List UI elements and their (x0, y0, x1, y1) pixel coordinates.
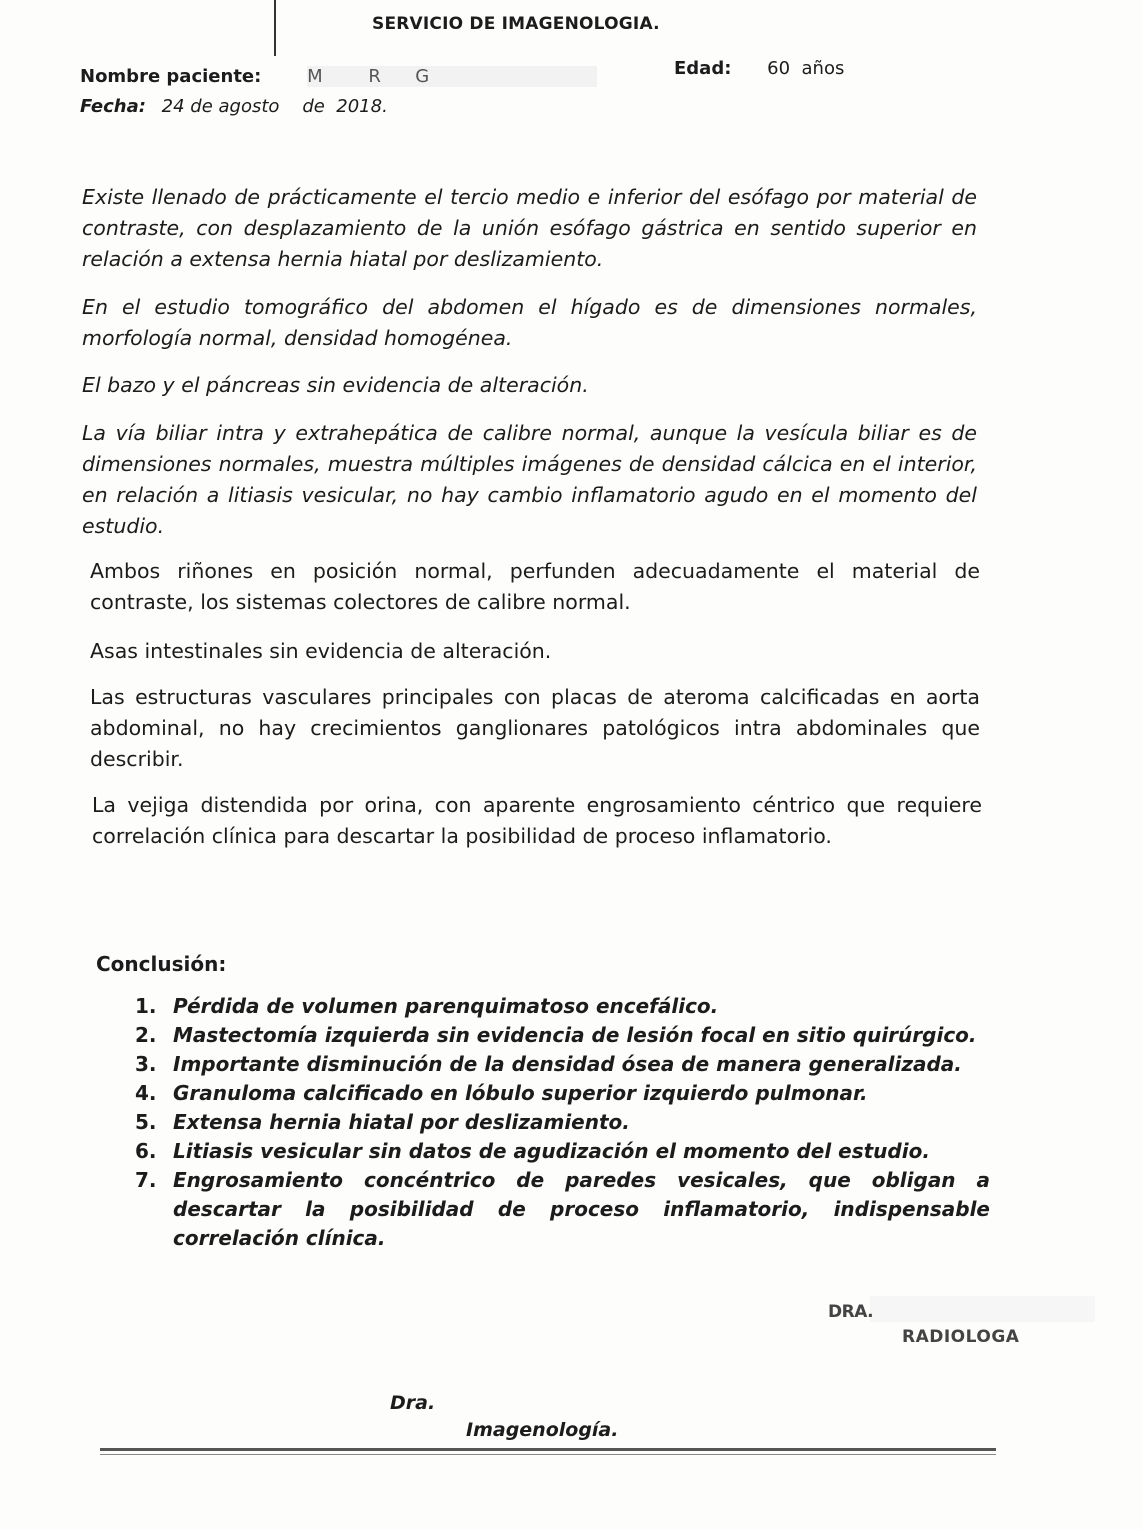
finding-paragraph: Asas intestinales sin evidencia de alteración. (90, 639, 552, 663)
finding-paragraph: Las estructuras vasculares principales con placas de ateroma calcificadas en aorta abdominal, no hay crecimientos ganglionares patológicos intra abdominales que describir. (90, 685, 980, 771)
patient-name-row (80, 66, 597, 87)
conclusion-item-text: Mastectomía izquierda sin evidencia de lesión focal en sitio quirúrgico. (173, 1023, 977, 1047)
redacted-signature-name (870, 1296, 1095, 1322)
conclusion-item (135, 1166, 990, 1253)
conclusion-item (135, 1137, 990, 1166)
footer-department: Imagenología. (466, 1419, 619, 1441)
finding-paragraph: La vejiga distendida por orina, con aparente engrosamiento céntrico que requiere correlación clínica para descartar la posibilidad de proceso inflamatorio. (92, 793, 982, 848)
conclusion-item-text: Extensa hernia hiatal por deslizamiento. (173, 1110, 630, 1134)
conclusion-item-number: 1. (135, 994, 157, 1018)
finding-paragraph: Existe llenado de prácticamente el tercio medio e inferior del esófago por material de contraste, con desplazamiento de la unión esófago gástrica en sentido superior en relación a extensa hernia hiatal por deslizamiento. (82, 185, 977, 271)
conclusion-title: Conclusión: (96, 952, 227, 976)
patient-age-label: Edad: (674, 58, 732, 79)
conclusion-item-number: 6. (135, 1139, 157, 1163)
patient-name-label: Nombre paciente: (80, 66, 262, 87)
service-header: SERVICIO DE IMAGENOLOGIA. (372, 14, 660, 34)
patient-age-value: 60 años (767, 58, 845, 79)
signature-title-prefix: DRA. (828, 1302, 874, 1322)
conclusion-item-number: 7. (135, 1168, 157, 1192)
report-date-value: 24 de agosto de 2018. (161, 96, 388, 117)
conclusion-item-number: 4. (135, 1081, 157, 1105)
patient-age-row (674, 58, 844, 79)
conclusion-item-number: 5. (135, 1110, 157, 1134)
conclusion-item-text: Granuloma calcificado en lóbulo superior izquierdo pulmonar. (173, 1081, 868, 1105)
conclusion-item-text: Pérdida de volumen parenquimatoso encefálico. (173, 994, 719, 1018)
finding-paragraph: La vía biliar intra y extrahepática de calibre normal, aunque la vesícula biliar es de dimensiones normales, muestra múltiples imágenes de densidad cálcica en el interior, en relación a litiasis vesicular, no hay cambio inflamatorio agudo en el momento del estudio. (82, 421, 977, 538)
conclusion-item-text: Importante disminución de la densidad ósea de manera generalizada. (173, 1052, 962, 1076)
conclusion-list (135, 992, 990, 1253)
conclusion-item-text: Engrosamiento concéntrico de paredes vesicales, que obligan a descartar la posibilidad de proceso inflamatorio, indispensable correlación clínica. (173, 1168, 990, 1250)
finding-paragraph: El bazo y el páncreas sin evidencia de alteración. (82, 373, 589, 397)
conclusion-item-text: Litiasis vesicular sin datos de agudización el momento del estudio. (173, 1139, 930, 1163)
conclusion-item (135, 1021, 990, 1050)
footer-doctor-label: Dra. (390, 1392, 436, 1414)
conclusion-item (135, 1108, 990, 1137)
finding-paragraph: En el estudio tomográfico del abdomen el hígado es de dimensiones normales, morfología normal, densidad homogénea. (82, 295, 977, 350)
report-date-row (80, 96, 388, 117)
signature-role: RADIOLOGA (902, 1327, 1020, 1347)
margin-line (274, 0, 276, 56)
finding-paragraph: Ambos riñones en posición normal, perfunden adecuadamente el material de contraste, los sistemas colectores de calibre normal. (90, 559, 980, 614)
footer-divider-thin (100, 1454, 996, 1455)
conclusion-item (135, 1079, 990, 1108)
conclusion-item (135, 1050, 990, 1079)
footer-divider (100, 1448, 996, 1451)
conclusion-item-number: 2. (135, 1023, 157, 1047)
report-date-label: Fecha: (80, 96, 146, 117)
patient-name-value: M R G (307, 66, 597, 87)
conclusion-item (135, 992, 990, 1021)
conclusion-item-number: 3. (135, 1052, 157, 1076)
